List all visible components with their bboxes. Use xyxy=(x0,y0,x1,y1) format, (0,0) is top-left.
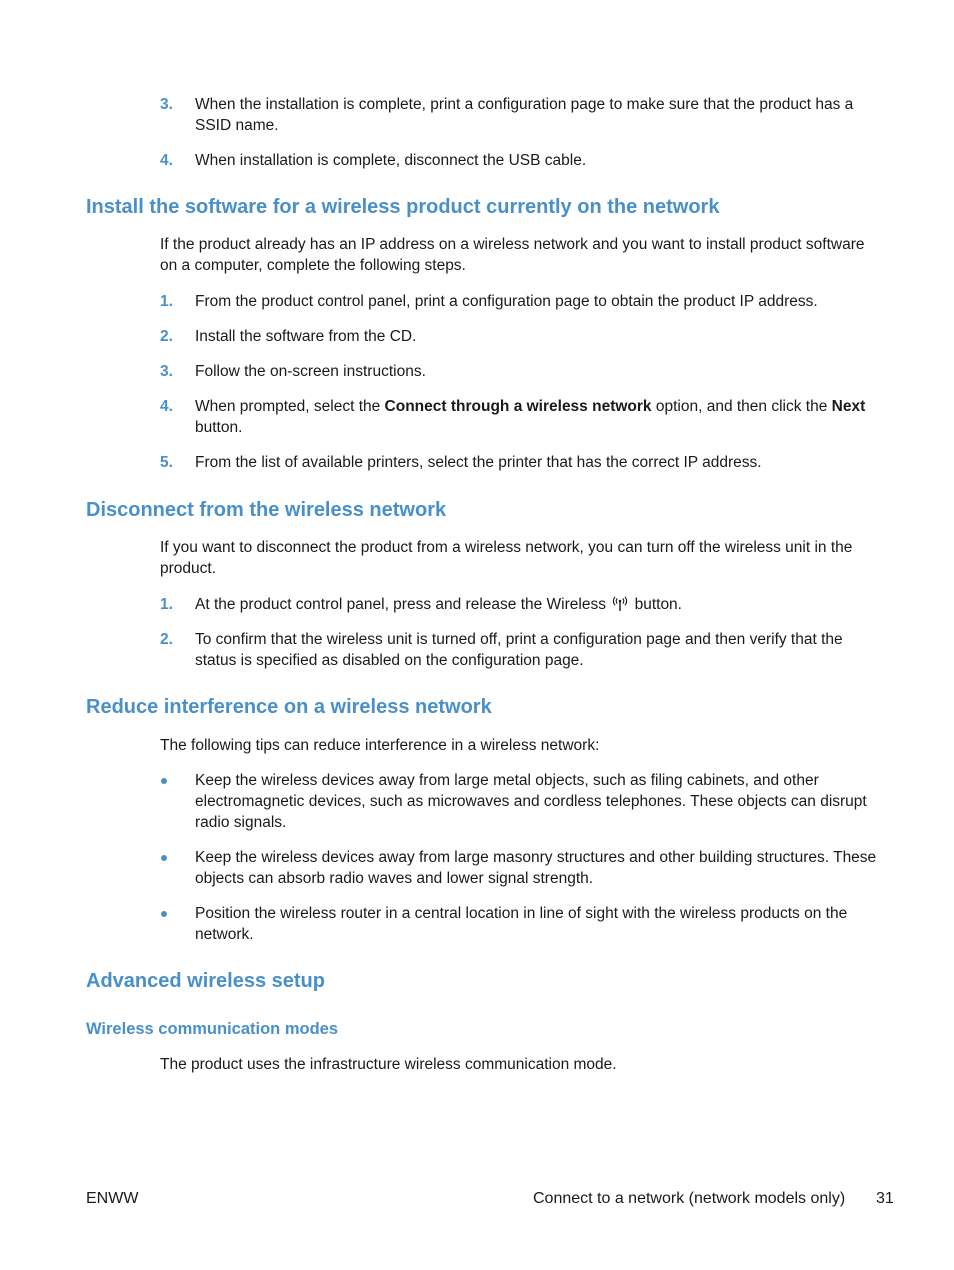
step-text: To confirm that the wireless unit is turned off, print a configuration page and then verify that the status is specified as disabled on the configuration page. xyxy=(195,631,843,669)
step-number: 5. xyxy=(160,454,173,471)
step-text: When installation is complete, disconnect the USB cable. xyxy=(195,152,587,169)
bullet-text: Position the wireless router in a central location in line of sight with the wireless products on the network. xyxy=(195,905,848,943)
step-number: 1. xyxy=(160,293,173,310)
step-text: From the product control panel, print a configuration page to obtain the product IP address. xyxy=(195,293,818,310)
step-number: 4. xyxy=(160,398,173,415)
step-text: Follow the on-screen instructions. xyxy=(195,363,426,380)
page-number: 31 xyxy=(876,1190,894,1207)
section-heading-disconnect: Disconnect from the wireless network xyxy=(86,499,447,521)
list-item xyxy=(160,847,880,889)
bullet-icon xyxy=(161,855,167,861)
button-name: Next xyxy=(831,398,866,415)
step-text-part: When prompted, select the xyxy=(195,398,385,415)
list-item xyxy=(160,291,880,312)
section-text: The product uses the infrastructure wireless communication mode. xyxy=(160,1056,617,1073)
step-text xyxy=(195,396,880,438)
bullet-icon xyxy=(161,778,167,784)
step-number: 3. xyxy=(160,96,173,113)
list-item xyxy=(160,94,880,136)
step-number: 3. xyxy=(160,363,173,380)
step-text: From the list of available printers, select the printer that has the correct IP address. xyxy=(195,454,762,471)
list-item xyxy=(160,150,880,171)
list-item xyxy=(160,326,880,347)
section-intro: If the product already has an IP address on a wireless network and you want to install product software on a computer, complete the following steps. xyxy=(160,236,865,274)
list-item xyxy=(160,396,880,438)
list-item xyxy=(160,594,880,615)
step-text-part: button. xyxy=(195,419,243,436)
step-text xyxy=(195,594,880,615)
section-intro: The following tips can reduce interference in a wireless network: xyxy=(160,737,600,754)
list-item xyxy=(160,452,880,473)
step-number: 1. xyxy=(160,596,173,613)
subsection-heading: Wireless communication modes xyxy=(86,1020,339,1038)
step-number: 2. xyxy=(160,328,173,345)
list-item xyxy=(160,361,880,382)
section-heading-advanced: Advanced wireless setup xyxy=(86,970,325,992)
bullet-icon xyxy=(161,911,167,917)
step-text-part: option, and then click the xyxy=(651,398,832,415)
bullet-text: Keep the wireless devices away from large masonry structures and other building structures. These objects can absorb radio waves and lower signal strength. xyxy=(195,849,877,887)
section-heading-install: Install the software for a wireless product currently on the network xyxy=(86,196,720,218)
footer-title: Connect to a network (network models only) xyxy=(533,1190,846,1207)
footer-left: ENWW xyxy=(86,1190,139,1207)
step-text-part: button. xyxy=(630,596,682,613)
wireless-icon xyxy=(612,596,628,612)
section-intro: If you want to disconnect the product from a wireless network, you can turn off the wireless unit in the product. xyxy=(160,539,853,577)
section-heading-interference: Reduce interference on a wireless network xyxy=(86,696,492,718)
step-text: When the installation is complete, print a configuration page to make sure that the product has a SSID name. xyxy=(195,96,854,134)
step-number: 4. xyxy=(160,152,173,169)
list-item xyxy=(160,629,880,671)
bullet-text: Keep the wireless devices away from large metal objects, such as filing cabinets, and other electromagnetic devices, such as microwaves and cordless telephones. These objects can disrupt radio signals. xyxy=(195,772,867,831)
step-text: Install the software from the CD. xyxy=(195,328,417,345)
list-item xyxy=(160,903,880,945)
list-item xyxy=(160,770,880,833)
option-name: Connect through a wireless network xyxy=(384,398,652,415)
step-text-part: At the product control panel, press and release the Wireless xyxy=(195,596,611,613)
step-number: 2. xyxy=(160,631,173,648)
